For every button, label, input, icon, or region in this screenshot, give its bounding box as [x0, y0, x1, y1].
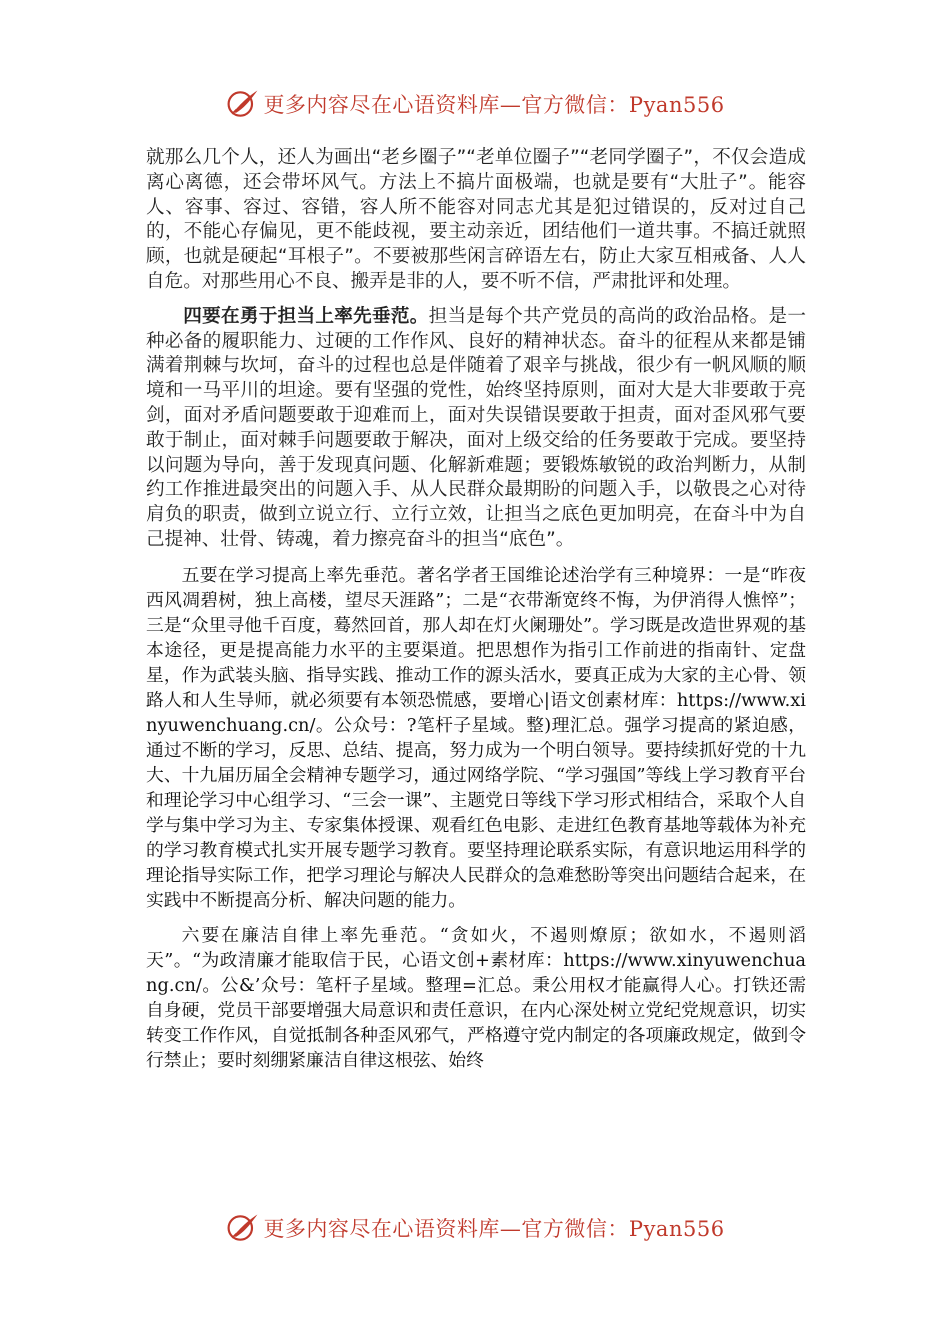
header-banner-text: 更多内容尽在心语资料库—官方微信：Pyan556: [263, 93, 725, 117]
quill-logo-icon: [225, 86, 261, 122]
footer-banner: [0, 1208, 950, 1248]
paragraph-4: 六要在廉洁自律上率先垂范。“贪如火，不遏则燎原；欲如水，不遏则滔天”。“为政清廉才能取信于民，心语文创+素材库：https://www.xinyuwenchuang.cn/。公&’众号：笔杆子星域。整理=汇总。秉公用权才能赢得人心。打铁还需自身硬，党员干部要增强大局意识和责任意识，在内心深处树立党纪党规意识，切实转变工作作风，自觉抵制各种歪风邪气，严格遵守党内制定的各项廉政规定，做到令行禁止；要时刻绷紧廉洁自律这根弦、始终: [146, 924, 806, 1071]
header-banner: [0, 84, 950, 124]
paragraph-3: 五要在学习提高上率先垂范。著名学者王国维论述治学有三种境界：一是“昨夜西风凋碧树，独上高楼，望尽天涯路”；二是“衣带渐宽终不悔，为伊消得人憔悴”；三是“众里寻他千百度，蓦然回首，那人却在灯火阑珊处”。学习既是改造世界观的基本途径，更是提高能力水平的主要渠道。把思想作为指引工作前进的指南针、定盘星，作为武装头脑、指导实践、推动工作的源头活水，要真正成为大家的主心骨、领路人和人生导师，就必须要有本领恐慌感，要增心|语文创素材库：https://www.xinyuwenchuang.cn/。公众号：?笔杆子星域。整)理汇总。强学习提高的紧迫感，通过不断的学习，反思、总结、提高，努力成为一个明白领导。要持续抓好党的十九大、十九届历届全会精神专题学习，通过网络学院、“学习强国”等线上学习教育平台和理论学习中心组学习、“三会一课”、主题党日等线下学习形式相结合，采取个人自学与集中学习为主、专家集体授课、观看红色电影、走进红色教育基地等载体为补充的学习教育模式扎实开展专题学习教育。要坚持理论联系实际，有意识地运用科学的理论指导实际工作，把学习理论与解决人民群众的急难愁盼等突出问题结合起来，在实践中不断提高分析、解决问题的能力。: [146, 564, 806, 911]
paragraph-1: 就那么几个人，还人为画出“老乡圈子”“老单位圈子”“老同学圈子”，不仅会造成离心离德，还会带坏风气。方法上不搞片面极端，也就是要有“大肚子”。能容人、容事、容过、容错，容人所不能容对同志尤其是犯过错误的，反对过自己的，不能心存偏见，更不能歧视，要主动亲近，团结他们一道共事。不搞迁就照顾，也就是硬起“耳根子”。不要被那些闲言碎语左右，防止大家互相戒备、人人自危。对那些用心不良、搬弄是非的人，要不听不信，严肃批评和处理。: [146, 147, 806, 292]
footer-banner-text: 更多内容尽在心语资料库—官方微信：Pyan556: [263, 1217, 725, 1241]
quill-logo-icon: [225, 1210, 261, 1246]
paragraph-2-heading: 四要在勇于担当上率先垂范。: [183, 305, 429, 327]
paragraph-2-body: 担当是每个共产党员的高尚的政治品格。是一种必备的履职能力、过硬的工作作风、良好的精神状态。奋斗的征程从来都是铺满着荆棘与坎坷，奋斗的过程也总是伴随着了艰辛与挑战，很少有一帆风顺的顺境和一马平川的坦途。要有坚强的党性，始终坚持原则，面对大是大非要敢于亮剑，面对矛盾问题要敢于迎难而上，面对失误错误要敢于担责，面对歪风邪气要敢于制止，面对棘手问题要敢于解决，面对上级交给的任务要敢于完成。要坚持以问题为导向，善于发现真问题、化解新难题；要锻炼敏锐的政治判断力，从制约工作推进最突出的问题入手、从人民群众最期盼的问题入手，以敬畏之心对待肩负的职责，做到立说立行、立行立效，让担当之底色更加明亮，在奋斗中为自己提神、壮骨、铸魂，着力擦亮奋斗的担当“底色”。: [146, 305, 806, 550]
paragraph-2: [146, 305, 806, 553]
document-body: [146, 146, 806, 1083]
